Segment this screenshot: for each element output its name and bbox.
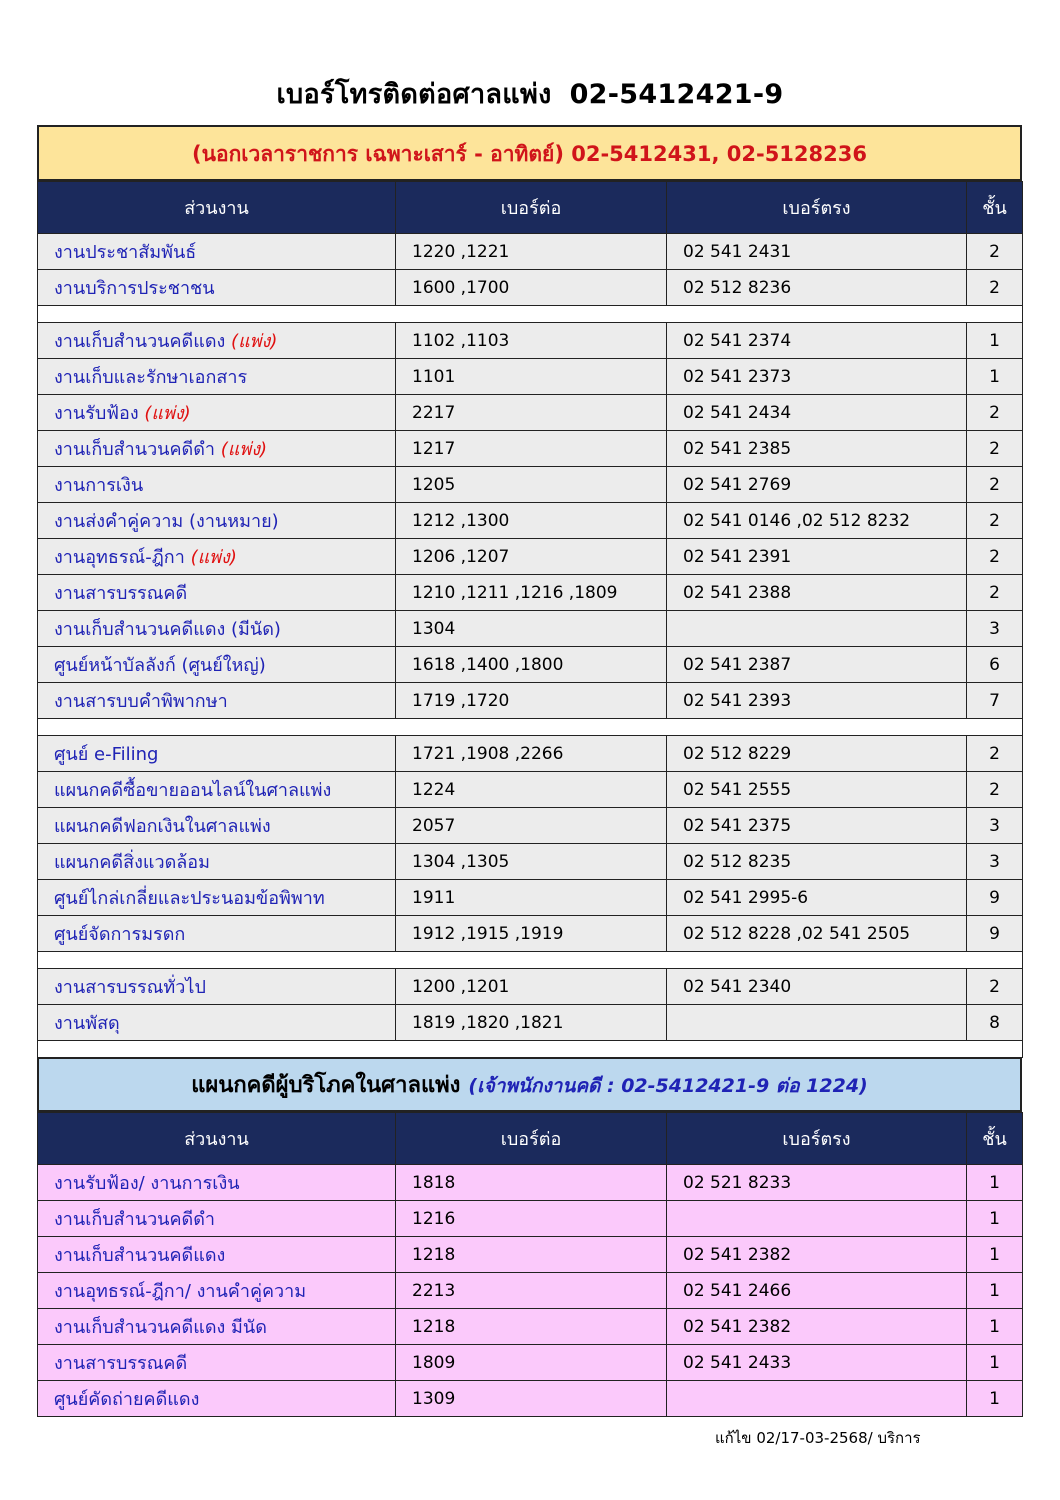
department-name xyxy=(38,395,396,431)
department-name: งานอุทธรณ์-ฎีกา/ งานคำคู่ความ xyxy=(38,1273,396,1309)
department-label: งานสารบบคำพิพากษา xyxy=(54,691,228,712)
page-title-number: 02-5412421-9 xyxy=(569,79,784,110)
table-row xyxy=(38,969,1023,1005)
direct-line: 02 541 2431 xyxy=(667,234,967,270)
direct-line xyxy=(667,1381,967,1417)
department-name xyxy=(38,1005,396,1041)
floor-number: 2 xyxy=(967,772,1023,808)
direct-line: 02 541 2375 xyxy=(667,808,967,844)
table-row xyxy=(38,647,1023,683)
floor-number: 1 xyxy=(967,1345,1023,1381)
department-label: แผนกคดีซื้อขายออนไลน์ในศาลแพ่ง xyxy=(54,780,332,801)
department-name xyxy=(38,359,396,395)
floor-number: 2 xyxy=(967,503,1023,539)
contact-table xyxy=(37,181,1023,1058)
department-name xyxy=(38,647,396,683)
extension-number: 1721 ,1908 ,2266 xyxy=(396,736,667,772)
department-label: แผนกคดีฟอกเงินในศาลแพ่ง xyxy=(54,816,271,837)
department-name: งานเก็บสำนวนคดีแดง มีนัด xyxy=(38,1309,396,1345)
floor-number: 1 xyxy=(967,359,1023,395)
extension-number: 1216 xyxy=(396,1201,667,1237)
extension-number: 1912 ,1915 ,1919 xyxy=(396,916,667,952)
floor-number: 2 xyxy=(967,736,1023,772)
floor-number: 1 xyxy=(967,1273,1023,1309)
group-spacer xyxy=(38,719,1023,736)
direct-line: 02 541 2340 xyxy=(667,969,967,1005)
department-label: งานเก็บสำนวนคดีแดง xyxy=(54,331,226,352)
department-name xyxy=(38,772,396,808)
department-label: งานประชาสัมพันธ์ xyxy=(54,242,197,263)
department-name: งานสารบรรณคดี xyxy=(38,1345,396,1381)
table-row xyxy=(38,575,1023,611)
table-row xyxy=(38,270,1023,306)
department-label: งานเก็บสำนวนคดีดำ xyxy=(54,439,216,460)
extension-number: 1719 ,1720 xyxy=(396,683,667,719)
direct-line: 02 541 2555 xyxy=(667,772,967,808)
department-label: งานรับฟ้อง xyxy=(54,403,139,424)
department-name xyxy=(38,539,396,575)
floor-number: 1 xyxy=(967,323,1023,359)
extension-number: 1911 xyxy=(396,880,667,916)
department-name xyxy=(38,323,396,359)
extension-number: 2217 xyxy=(396,395,667,431)
floor-number: 3 xyxy=(967,844,1023,880)
extension-number: 1101 xyxy=(396,359,667,395)
header-floor: ชั้น xyxy=(967,1113,1023,1165)
direct-line xyxy=(667,611,967,647)
direct-line: 02 521 8233 xyxy=(667,1165,967,1201)
extension-number: 1217 xyxy=(396,431,667,467)
table-row xyxy=(38,772,1023,808)
table-row xyxy=(38,736,1023,772)
table-row xyxy=(38,1381,1023,1417)
department-name xyxy=(38,503,396,539)
direct-line: 02 541 2995-6 xyxy=(667,880,967,916)
spacer-cell xyxy=(38,306,1023,323)
floor-number: 9 xyxy=(967,916,1023,952)
floor-number: 2 xyxy=(967,395,1023,431)
table-row xyxy=(38,808,1023,844)
department-label: ศูนย์หน้าบัลลังก์ (ศูนย์ใหญ่) xyxy=(54,655,266,676)
department-label: งานการเงิน xyxy=(54,475,144,496)
civil-tag: (แพ่ง) xyxy=(144,403,191,424)
direct-line: 02 541 2388 xyxy=(667,575,967,611)
spacer-cell xyxy=(38,719,1023,736)
department-label: ศูนย์ e-Filing xyxy=(54,744,159,765)
extension-number: 1618 ,1400 ,1800 xyxy=(396,647,667,683)
floor-number: 1 xyxy=(967,1309,1023,1345)
floor-number: 1 xyxy=(967,1165,1023,1201)
table-row xyxy=(38,323,1023,359)
department-label: ศูนย์จัดการมรดก xyxy=(54,924,186,945)
floor-number: 2 xyxy=(967,969,1023,1005)
direct-line: 02 541 2433 xyxy=(667,1345,967,1381)
department-name xyxy=(38,880,396,916)
table-row xyxy=(38,1273,1023,1309)
department-name xyxy=(38,234,396,270)
direct-line: 02 541 2373 xyxy=(667,359,967,395)
extension-number: 1206 ,1207 xyxy=(396,539,667,575)
revision-note: แก้ไข 02/17-03-2568/ บริการ xyxy=(715,1429,921,1447)
department-name: ศูนย์คัดถ่ายคดีแดง xyxy=(38,1381,396,1417)
department-name xyxy=(38,467,396,503)
extension-number: 1218 xyxy=(396,1309,667,1345)
floor-number: 2 xyxy=(967,575,1023,611)
department-label: งานส่งคำคู่ความ (งานหมาย) xyxy=(54,511,279,532)
consumer-division-title: แผนกคดีผู้บริโภคในศาลแพ่ง xyxy=(191,1073,461,1098)
department-label: งานสารบรรณทั่วไป xyxy=(54,977,206,998)
direct-line: 02 512 8235 xyxy=(667,844,967,880)
civil-tag: (แพ่ง) xyxy=(220,439,268,460)
department-name xyxy=(38,575,396,611)
department-name: งานเก็บสำนวนคดีแดง xyxy=(38,1237,396,1273)
header-direct-line: เบอร์ตรง xyxy=(667,182,967,234)
consumer-division-contact: (เจ้าพนักงานคดี : 02-5412421-9 ต่อ 1224) xyxy=(468,1075,868,1097)
direct-line: 02 541 2385 xyxy=(667,431,967,467)
table-row xyxy=(38,503,1023,539)
table-row xyxy=(38,234,1023,270)
floor-number: 2 xyxy=(967,234,1023,270)
after-hours-banner: (นอกเวลาราชการ เฉพาะเสาร์ - อาทิตย์) 02-5412431, 02-5128236 xyxy=(37,125,1022,181)
extension-number: 2213 xyxy=(396,1273,667,1309)
civil-tag: (แพ่ง) xyxy=(190,547,237,568)
table-row xyxy=(38,1309,1023,1345)
extension-number: 1205 xyxy=(396,467,667,503)
extension-number: 1819 ,1820 ,1821 xyxy=(396,1005,667,1041)
page-title xyxy=(0,72,1060,115)
department-name xyxy=(38,916,396,952)
department-name: งานรับฟ้อง/ งานการเงิน xyxy=(38,1165,396,1201)
table-row xyxy=(38,539,1023,575)
table-row xyxy=(38,880,1023,916)
table-row xyxy=(38,1237,1023,1273)
header-department: ส่วนงาน xyxy=(38,1113,396,1165)
department-name xyxy=(38,431,396,467)
page-title-text: เบอร์โทรติดต่อศาลแพ่ง xyxy=(276,79,552,110)
department-label: ศูนย์ไกล่เกลี่ยและประนอมข้อพิพาท xyxy=(54,888,325,909)
floor-number: 7 xyxy=(967,683,1023,719)
direct-line xyxy=(667,1005,967,1041)
direct-line: 02 541 2374 xyxy=(667,323,967,359)
table-header-row xyxy=(38,182,1023,234)
table-row xyxy=(38,611,1023,647)
extension-number: 1224 xyxy=(396,772,667,808)
department-name xyxy=(38,808,396,844)
table-row xyxy=(38,1201,1023,1237)
department-label: งานพัสดุ xyxy=(54,1013,120,1034)
group-spacer xyxy=(38,1041,1023,1058)
table-row xyxy=(38,1165,1023,1201)
extension-number: 1600 ,1700 xyxy=(396,270,667,306)
direct-line: 02 512 8228 ,02 541 2505 xyxy=(667,916,967,952)
department-label: งานบริการประชาชน xyxy=(54,278,215,299)
extension-number: 1220 ,1221 xyxy=(396,234,667,270)
department-label: งานเก็บสำนวนคดีแดง (มีนัด) xyxy=(54,619,281,640)
direct-line: 02 541 2387 xyxy=(667,647,967,683)
direct-line: 02 541 2393 xyxy=(667,683,967,719)
extension-number: 1212 ,1300 xyxy=(396,503,667,539)
table-row xyxy=(38,844,1023,880)
table-header-row xyxy=(38,1113,1023,1165)
header-extension: เบอร์ต่อ xyxy=(396,182,667,234)
table-row xyxy=(38,1005,1023,1041)
table-row xyxy=(38,916,1023,952)
floor-number: 2 xyxy=(967,270,1023,306)
spacer-cell xyxy=(38,952,1023,969)
direct-line xyxy=(667,1201,967,1237)
floor-number: 1 xyxy=(967,1237,1023,1273)
header-extension: เบอร์ต่อ xyxy=(396,1113,667,1165)
department-name xyxy=(38,844,396,880)
consumer-contact-table xyxy=(37,1112,1023,1417)
direct-line: 02 541 2769 xyxy=(667,467,967,503)
direct-line: 02 541 2434 xyxy=(667,395,967,431)
department-name xyxy=(38,683,396,719)
department-name xyxy=(38,611,396,647)
extension-number: 1309 xyxy=(396,1381,667,1417)
extension-number: 1304 ,1305 xyxy=(396,844,667,880)
floor-number: 9 xyxy=(967,880,1023,916)
department-label: งานอุทธรณ์-ฎีกา xyxy=(54,547,185,568)
floor-number: 1 xyxy=(967,1381,1023,1417)
extension-number: 2057 xyxy=(396,808,667,844)
header-direct-line: เบอร์ตรง xyxy=(667,1113,967,1165)
table-row xyxy=(38,431,1023,467)
table-row xyxy=(38,395,1023,431)
direct-line: 02 512 8229 xyxy=(667,736,967,772)
direct-line: 02 512 8236 xyxy=(667,270,967,306)
spacer-cell xyxy=(38,1041,1023,1058)
extension-number: 1102 ,1103 xyxy=(396,323,667,359)
civil-tag: (แพ่ง) xyxy=(231,331,278,352)
floor-number: 1 xyxy=(967,1201,1023,1237)
direct-line: 02 541 2466 xyxy=(667,1273,967,1309)
group-spacer xyxy=(38,952,1023,969)
direct-line: 02 541 2391 xyxy=(667,539,967,575)
table-row xyxy=(38,1345,1023,1381)
extension-number: 1818 xyxy=(396,1165,667,1201)
consumer-division-banner xyxy=(37,1059,1022,1112)
department-name xyxy=(38,270,396,306)
header-department: ส่วนงาน xyxy=(38,182,396,234)
direct-line: 02 541 2382 xyxy=(667,1309,967,1345)
extension-number: 1200 ,1201 xyxy=(396,969,667,1005)
floor-number: 2 xyxy=(967,467,1023,503)
department-label: งานสารบรรณคดี xyxy=(54,583,188,604)
department-name xyxy=(38,736,396,772)
department-label: งานเก็บและรักษาเอกสาร xyxy=(54,367,248,388)
department-name: งานเก็บสำนวนคดีดำ xyxy=(38,1201,396,1237)
direct-line: 02 541 0146 ,02 512 8232 xyxy=(667,503,967,539)
floor-number: 2 xyxy=(967,539,1023,575)
extension-number: 1210 ,1211 ,1216 ,1809 xyxy=(396,575,667,611)
header-floor: ชั้น xyxy=(967,182,1023,234)
extension-number: 1304 xyxy=(396,611,667,647)
floor-number: 3 xyxy=(967,808,1023,844)
floor-number: 3 xyxy=(967,611,1023,647)
department-label: แผนกคดีสิ่งแวดล้อม xyxy=(54,852,210,873)
group-spacer xyxy=(38,306,1023,323)
department-name xyxy=(38,969,396,1005)
direct-line: 02 541 2382 xyxy=(667,1237,967,1273)
extension-number: 1218 xyxy=(396,1237,667,1273)
table-row xyxy=(38,683,1023,719)
table-row xyxy=(38,467,1023,503)
table-row xyxy=(38,359,1023,395)
floor-number: 2 xyxy=(967,431,1023,467)
floor-number: 8 xyxy=(967,1005,1023,1041)
extension-number: 1809 xyxy=(396,1345,667,1381)
floor-number: 6 xyxy=(967,647,1023,683)
